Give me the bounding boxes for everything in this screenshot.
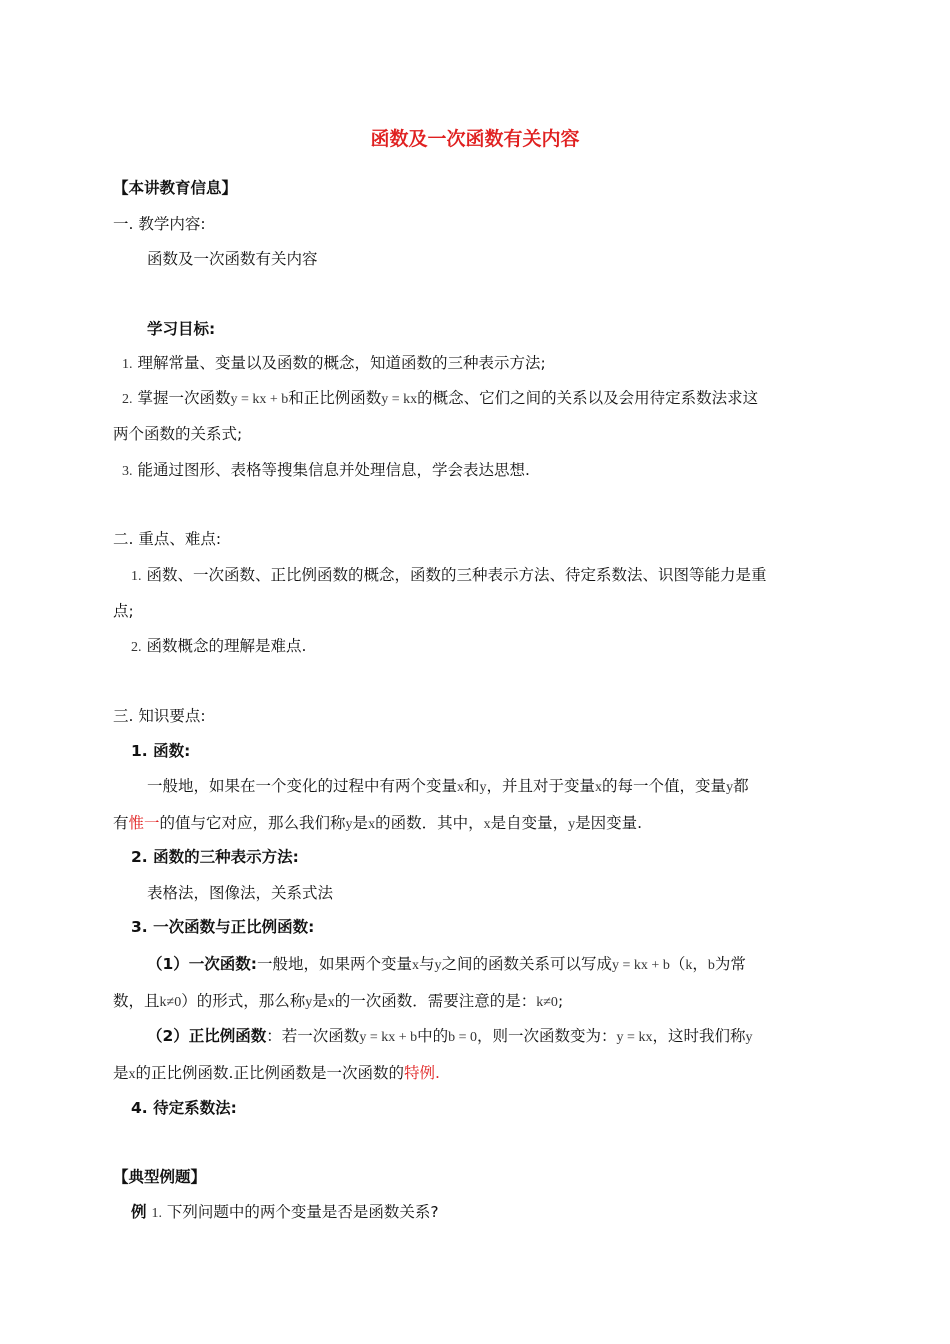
lf-text-b: 与 [419, 955, 435, 973]
var-x: x [368, 817, 376, 832]
lf-text-d: （ [669, 955, 686, 973]
knowledge-point-4-number: 4. [131, 1099, 148, 1117]
example-1-label: 例 [131, 1203, 147, 1221]
goal-item-1-text: 理解常量、变量以及函数的概念，知道函数的三种表示方法; [137, 354, 546, 372]
example-1-number: 1. [151, 1206, 162, 1221]
goal-item-2 [122, 387, 838, 411]
condition-k-nonzero: k≠0 [159, 995, 182, 1010]
lf2-text-d: 的一次函数．需要注意的是： [334, 992, 537, 1010]
section3-heading: 三. 知识要点: [113, 707, 206, 725]
lf2-text-c: 是 [312, 992, 328, 1010]
var-x: x [128, 1067, 136, 1082]
var-y: y [745, 1030, 753, 1045]
lf-text-e: ， [692, 955, 708, 973]
goals-heading: 学习目标: [147, 320, 216, 338]
proportional-function-line-2 [113, 1062, 838, 1086]
representation-methods: 表格法，图像法，关系式法 [147, 884, 334, 902]
knowledge-point-1-label: 函数: [153, 742, 191, 760]
goal-item-2-text-c: 的概念、它们之间的关系以及会用待定系数法求这 [417, 389, 759, 407]
var-y: y [434, 958, 442, 973]
def2-text-b: 的值与它对应，那么我们称 [159, 814, 346, 832]
pf-text-b: 中的 [417, 1027, 449, 1045]
key-point-1 [131, 564, 838, 588]
linear-function-line-1 [147, 953, 838, 977]
highlight-unique: 惟一 [128, 814, 160, 832]
key-point-1-number: 1. [131, 569, 142, 584]
lf2-text-e: ; [557, 992, 564, 1010]
lf-text-f: 为常 [714, 955, 746, 973]
var-y: y [345, 817, 353, 832]
lf-text-c: 之间的函数关系可以写成 [441, 955, 613, 973]
proportional-function-label: （2）正比例函数 [147, 1027, 267, 1045]
key-point-1-cont: 点; [113, 602, 134, 620]
var-b: b [707, 958, 715, 973]
def2-text-f: 是因变量. [575, 814, 643, 832]
var-y: y [726, 780, 734, 795]
linear-function-label: （1）一次函数: [147, 955, 257, 973]
def-text-a: 一般地，如果在一个变化的过程中有两个变量 [147, 777, 458, 795]
example-1 [131, 1201, 838, 1225]
pf2-text-a: 是 [113, 1064, 129, 1082]
key-point-2-text: 函数概念的理解是难点. [146, 637, 307, 655]
formula-proportional: y = kx [381, 392, 418, 407]
knowledge-point-4-title [131, 1097, 838, 1119]
goal-item-2-text-a: 掌握一次函数 [137, 389, 231, 407]
section2-heading: 二. 重点、难点: [113, 530, 222, 548]
section1-heading: 一. 教学内容: [113, 215, 206, 233]
document-title: 函数及一次函数有关内容 [370, 128, 580, 150]
knowledge-point-1-number: 1. [131, 742, 148, 760]
var-x: x [595, 780, 603, 795]
knowledge-point-1-title [131, 740, 838, 762]
key-point-1-text: 函数、一次函数、正比例函数的概念，函数的三种表示方法、待定系数法、识图等能力是重 [146, 566, 767, 584]
pf-text-a: ：若一次函数 [266, 1027, 360, 1045]
def2-text-d: 的函数．其中， [375, 814, 484, 832]
function-definition-line-1 [147, 775, 838, 799]
section1-content: 函数及一次函数有关内容 [147, 250, 318, 268]
condition-b-zero: b = 0 [448, 1030, 478, 1045]
def2-text-a: 有 [113, 814, 129, 832]
knowledge-point-3-number: 3. [131, 918, 148, 936]
linear-function-line-2 [113, 990, 838, 1014]
goal-item-2-number: 2. [122, 392, 133, 407]
goal-item-3-number: 3. [122, 464, 133, 479]
pf-text-d: ，这时我们称 [652, 1027, 746, 1045]
knowledge-point-2-label: 函数的三种表示方法: [153, 848, 299, 866]
formula-linear: y = kx + b [612, 958, 670, 973]
def2-text-e: 是自变量， [490, 814, 569, 832]
var-y: y [568, 817, 576, 832]
lf-text-a: 一般地，如果两个变量 [256, 955, 412, 973]
example-1-text: 下列问题中的两个变量是否是函数关系? [166, 1203, 439, 1221]
goal-item-2-text-b: 和正比例函数 [288, 389, 382, 407]
function-definition-line-2 [113, 812, 838, 836]
goal-item-1 [122, 352, 838, 376]
proportional-function-line-1 [147, 1025, 838, 1049]
highlight-special-case: 特例 [403, 1064, 435, 1082]
goal-item-1-number: 1. [122, 357, 133, 372]
var-x: x [327, 995, 335, 1010]
pf-text-c: ，则一次函数变为： [477, 1027, 617, 1045]
def2-text-c: 是 [352, 814, 369, 832]
def-text-and: 和 [464, 777, 480, 795]
knowledge-point-3-label: 一次函数与正比例函数: [153, 918, 315, 936]
condition-k-nonzero: k≠0 [536, 995, 558, 1010]
var-k: k [685, 958, 693, 973]
var-x: x [412, 958, 419, 973]
var-x: x [483, 817, 491, 832]
def-text-d: 都 [733, 777, 749, 795]
knowledge-point-3-title [131, 916, 838, 938]
formula-linear: y = kx + b [230, 392, 289, 407]
var-y: y [479, 780, 487, 795]
knowledge-point-2-title [131, 846, 838, 868]
goal-item-3-text: 能通过图形、表格等搜集信息并处理信息，学会表达思想. [137, 461, 530, 479]
knowledge-point-2-number: 2. [131, 848, 148, 866]
key-point-2 [131, 635, 838, 659]
goal-item-2-cont: 两个函数的关系式; [113, 425, 243, 443]
info-header: 【本讲教育信息】 [113, 179, 238, 197]
pf2-text-period: . [434, 1064, 440, 1082]
formula-proportional: y = kx [616, 1030, 653, 1045]
formula-linear: y = kx + b [359, 1030, 418, 1045]
examples-header: 【典型例题】 [113, 1168, 207, 1186]
var-x: x [457, 780, 465, 795]
def-text-c: 的每一个值，变量 [602, 777, 727, 795]
knowledge-point-4-label: 待定系数法: [153, 1099, 237, 1117]
key-point-2-number: 2. [131, 640, 142, 655]
lf2-text-a: 数，且 [113, 992, 160, 1010]
lf2-text-b: ）的形式，那么称 [181, 992, 306, 1010]
var-y: y [305, 995, 313, 1010]
def-text-b: ，并且对于变量 [486, 777, 596, 795]
pf2-text-b: 的正比例函数.正比例函数是一次函数的 [135, 1064, 404, 1082]
goal-item-3 [122, 459, 838, 483]
